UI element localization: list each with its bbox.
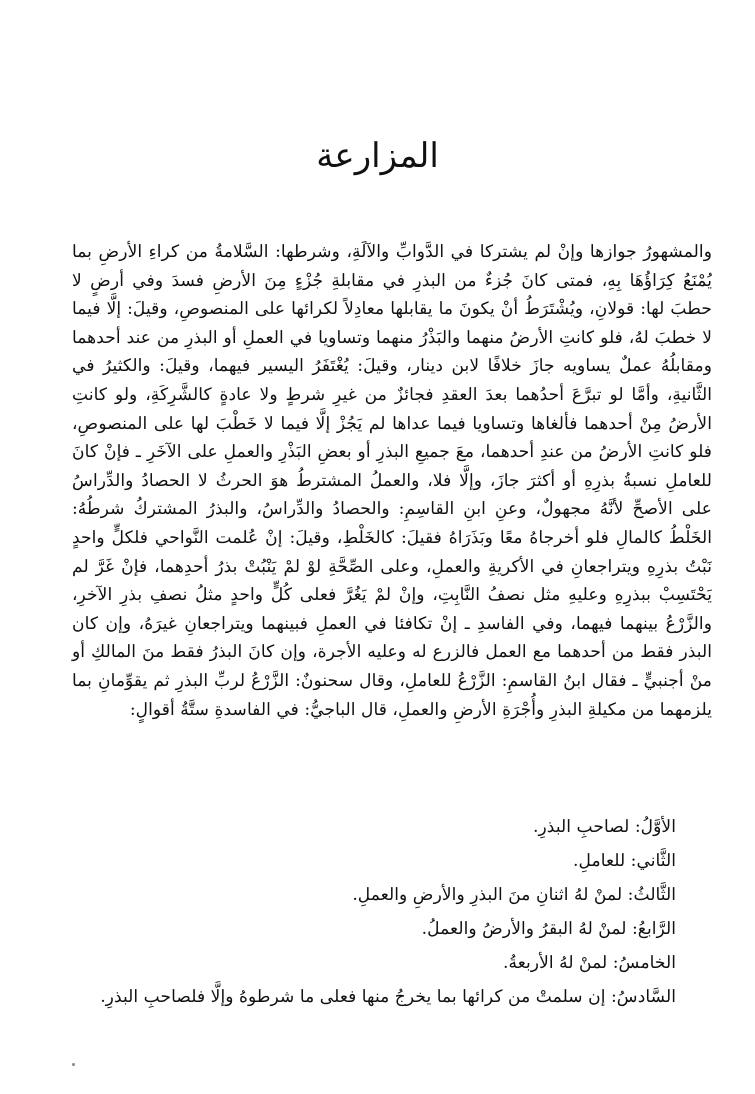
margin-dot bbox=[72, 1063, 75, 1066]
opinion-item: الخامسُ: لمنْ لهُ الأربعةُ. bbox=[503, 953, 676, 973]
opinion-item: السَّادسُ: إن سلمتْ من كرائها بما يخرجُ منها فعلى ما شرطوهُ وإلَّا فلصاحبِ البذرِ. bbox=[100, 987, 676, 1007]
body-paragraph: والمشهورُ جوازها وإنْ لم يشتركا في الدَّوابِّ والآلَةِ، وشرطها: السَّلامةُ من كراءِ الأرضِ بما يُمْنَعُ كِرَاؤُهَا بِهِ، فمتى كانَ جُزءٌ من البذرِ في مقابلةِ جُزْءٍ مِنَ الأرضِ فسدَ وفي أرضٍ لا حطبَ لها: قولانِ، ويُشْتَرَطُ أنْ يكونَ ما يقابلها معادِلاً لكرائها على المنصوصِ، وقيلَ: إلَّا فيما لا خطبَ لهُ، فلو كانتِ الأرضُ منهما والبَذْرُ منهما وتساويا في العملِ أو البذرِ من عند أحدهما ومقابلُهُ عملٌ يساويه جازَ خلافًا لابن دينار، وقيلَ: يُغْتَفَرُ اليسير فيهما، وقيلَ: والكثيرُ في الثَّانيةِ، وأمَّا لو تبرَّعَ أحدُهما بعدَ العقدِ فجائزٌ من غيرِ شرطٍ ولا عادةٍ كالشَّرِكَةِ، ولو كانتِ الأرضُ مِنْ أحدهما فألغاها وتساويا فيما عداها لم يَجُزْ إلَّا فيما لا خَطْبَ لها على المنصوصِ، فلو كانتِ الأرضُ من عندِ أحدهما، معَ جميعِ البذرِ أو بعضِ البَذْرِ والعملِ على الآخَرِ ـ فإنْ كانَ للعاملِ نسبةُ بذرِهِ أو أكثرَ جازَ، وإلَّا فلا، والعملُ المشترطُ هوَ الحرثُ لا الحصادُ والدِّراسُ على الأصحِّ لأنَّهُ مجهولٌ، وعنِ ابنِ القاسِمِ: والحصادُ والدِّراسُ، والبذرُ المشتركُ شرطُهُ: الخَلْطُ كالمالِ فلو أخرجاهُ معًا وبَذَرَاهُ فقيلَ: كالخَلْطِ، وقيلَ: إنْ عُلمت النَّواحي فلكلٍّ واحدٍ نَبْتُ بذرِهِ ويتراجعانِ في الأكريةِ والعملِ، وعلى الصِّحَّةِ لوْ لمْ يَنْبُتْ بذرُ أحدِهما، فإنْ غَرَّ لم يَحْتَسِبْ ببذرِهِ وعليهِ مثل نصفُ النَّابِتِ، وإنْ لمْ يَغُرَّ فعلى كُلٍّ واحدٍ مثلُ نصفِ بذرِ الآخرِ، والزَّرْعُ بينهما فيهما، وفي الفاسدِ ـ إنْ تكافئا في العملِ فبينهما ويتراجعانِ غيرَهُ، وإن كان البذر فقط من أحدهما مع العمل فالزرع له وعليه الأجرة، وإن كانَ البذرُ فقط منَ المالكِ أو منْ أجنبيٍّ ـ فقال ابنُ القاسمِ: الزَّرْعُ للعاملِ، وقال سحنونٌ: الزَّرْعُ لربِّ البذرِ ثم يقوِّمانِ بما يلزمهما من مكيلةِ البذرِ وأُجْرَةِ الأرضِ والعملِ، قال الباجيُّ: في الفاسدةِ ستَّةُ أقوالٍ: bbox=[72, 242, 712, 720]
opinion-item: الثَّاني: للعاملِ. bbox=[573, 851, 676, 871]
opinions-list bbox=[72, 810, 712, 1014]
chapter-title: المزارعة bbox=[316, 136, 439, 176]
opinion-item: الرَّابعُ: لمنْ لهُ البقرُ والأرضُ والعملُ. bbox=[421, 919, 676, 939]
opinion-item: الثَّالثُ: لمنْ لهُ اثنانِ منَ البذرِ والأرضِ والعملِ. bbox=[352, 885, 676, 905]
opinion-item: الأوَّلُ: لصاحبِ البذرِ. bbox=[533, 817, 676, 837]
